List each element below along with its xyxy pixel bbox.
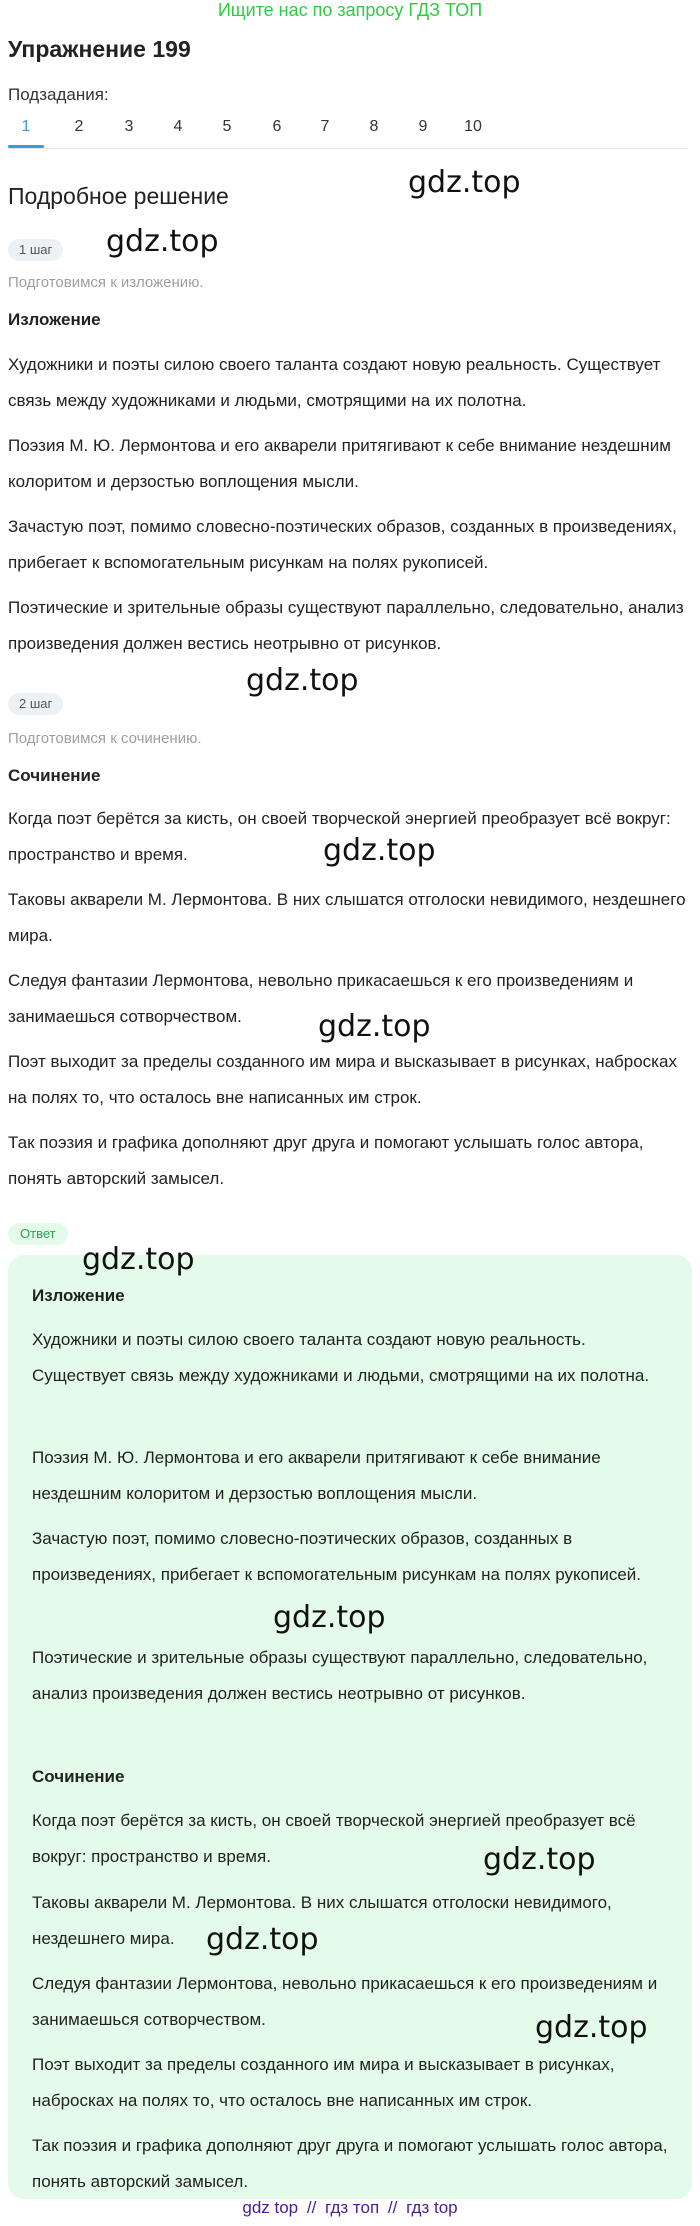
subtasks-label: Подзадания:	[8, 85, 109, 104]
tab-10[interactable]: 10	[464, 118, 482, 135]
answer-heading-essay: Сочинение	[32, 1767, 125, 1786]
step-2-paragraph: Таковы акварели М. Лермонтова. В них слышатся отголоски невидимого, нездешнего мира.	[8, 890, 686, 945]
step-1-paragraph: Поэтические и зрительные образы существуют параллельно, следовательно, анализ произведения должен вестись неотрывно от рисунков.	[8, 598, 684, 653]
answer-heading-exposition: Изложение	[32, 1286, 125, 1305]
tab-4[interactable]: 4	[173, 118, 183, 135]
step-1-paragraph: Поэзия М. Ю. Лермонтова и его акварели притягивают к себе внимание нездешним колоритом и дерзостью воплощения мысли.	[8, 436, 671, 491]
promo-banner: Ищите нас по запросу ГДЗ ТОП	[217, 0, 483, 20]
watermark: gdz.top	[273, 1600, 386, 1635]
step-2-paragraph: Когда поэт берётся за кисть, он своей творческой энергией преобразует всё вокруг: пространство и время.	[8, 809, 671, 864]
step-2-paragraph: Следуя фантазии Лермонтова, невольно прикасаешься к его произведениям и занимаешься сотворчеством.	[8, 971, 634, 1026]
tab-6[interactable]: 6	[272, 118, 282, 135]
answer-paragraph: Поэтические и зрительные образы существуют параллельно, следовательно, анализ произведения должен вестись неотрывно от рисунков.	[32, 1648, 648, 1703]
step-2-heading: Сочинение	[8, 766, 101, 785]
answer-paragraph: Художники и поэты силою своего таланта создают новую реальность. Существует связь между художниками и людьми, смотрящими на их полотна.	[32, 1330, 650, 1385]
watermark: gdz.top	[82, 1242, 195, 1277]
tab-7[interactable]: 7	[320, 118, 330, 135]
step-2-badge: 2 шаг	[8, 693, 63, 715]
answer-paragraph: Так поэзия и графика дополняют друг друга и помогают услышать голос автора, понять авторский замысел.	[32, 2136, 668, 2191]
watermark: gdz.top	[106, 224, 219, 259]
answer-paragraph: Зачастую поэт, помимо словесно-поэтических образов, созданных в произведениях, прибегает к вспомогательным рисункам на полях рукописей.	[32, 1529, 642, 1584]
tab-5[interactable]: 5	[222, 118, 232, 135]
step-1-paragraph: Художники и поэты силою своего таланта создают новую реальность. Существует связь между художниками и людьми, смотрящими на их полотна.	[8, 355, 661, 410]
answer-paragraph: Поэт выходит за пределы созданного им мира и высказывает в рисунках, набросках на полях то, что осталось вне написанных им строк.	[32, 2055, 615, 2110]
answer-paragraph: Поэзия М. Ю. Лермонтова и его акварели притягивают к себе внимание нездешним колоритом и дерзостью воплощения мысли.	[32, 1448, 601, 1503]
answer-paragraph: Следуя фантазии Лермонтова, невольно прикасаешься к его произведениям и занимаешься сотворчеством.	[32, 1974, 658, 2029]
tab-1[interactable]: 1	[8, 112, 44, 146]
footer-separator: //	[387, 2198, 398, 2217]
watermark: gdz.top	[246, 663, 359, 698]
tab-3[interactable]: 3	[124, 118, 134, 135]
answer-paragraph: Таковы акварели М. Лермонтова. В них слышатся отголоски невидимого, нездешнего мира.	[32, 1893, 612, 1948]
step-1-paragraph: Зачастую поэт, помимо словесно-поэтических образов, созданных в произведениях, прибегает к вспомогательным рисункам на полях рукописей.	[8, 517, 677, 572]
footer-link[interactable]: gdz top	[242, 2198, 299, 2217]
watermark: gdz.top	[535, 2010, 648, 2045]
page-title: Упражнение 199	[8, 36, 191, 62]
watermark: gdz.top	[483, 1842, 596, 1877]
tab-8[interactable]: 8	[369, 118, 379, 135]
watermark: gdz.top	[408, 165, 521, 200]
step-2-paragraph: Поэт выходит за пределы созданного им мира и высказывает в рисунках, набросках на полях то, что осталось вне написанных им строк.	[8, 1052, 677, 1107]
answer-badge: Ответ	[8, 1223, 68, 1245]
step-1-badge: 1 шаг	[8, 239, 63, 261]
tab-9[interactable]: 9	[418, 118, 428, 135]
footer-link[interactable]: гдз топ	[325, 2198, 380, 2217]
watermark: gdz.top	[323, 833, 436, 868]
tab-2[interactable]: 2	[74, 118, 84, 135]
step-1-hint: Подготовимся к изложению.	[8, 274, 204, 291]
watermark: gdz.top	[318, 1009, 431, 1044]
watermark: gdz.top	[206, 1922, 319, 1957]
step-2-hint: Подготовимся к сочинению.	[8, 730, 202, 747]
solution-title: Подробное решение	[8, 183, 229, 209]
step-2-paragraph: Так поэзия и графика дополняют друг друга и помогают услышать голос автора, понять авторский замысел.	[8, 1133, 644, 1188]
footer-links	[0, 2198, 700, 2218]
footer-separator: //	[306, 2198, 317, 2217]
answer-paragraph: Когда поэт берётся за кисть, он своей творческой энергией преобразует всё вокруг: пространство и время.	[32, 1811, 636, 1866]
step-1-heading: Изложение	[8, 310, 101, 329]
subtask-tabs	[8, 112, 688, 149]
footer-link[interactable]: гдз top	[406, 2198, 458, 2217]
